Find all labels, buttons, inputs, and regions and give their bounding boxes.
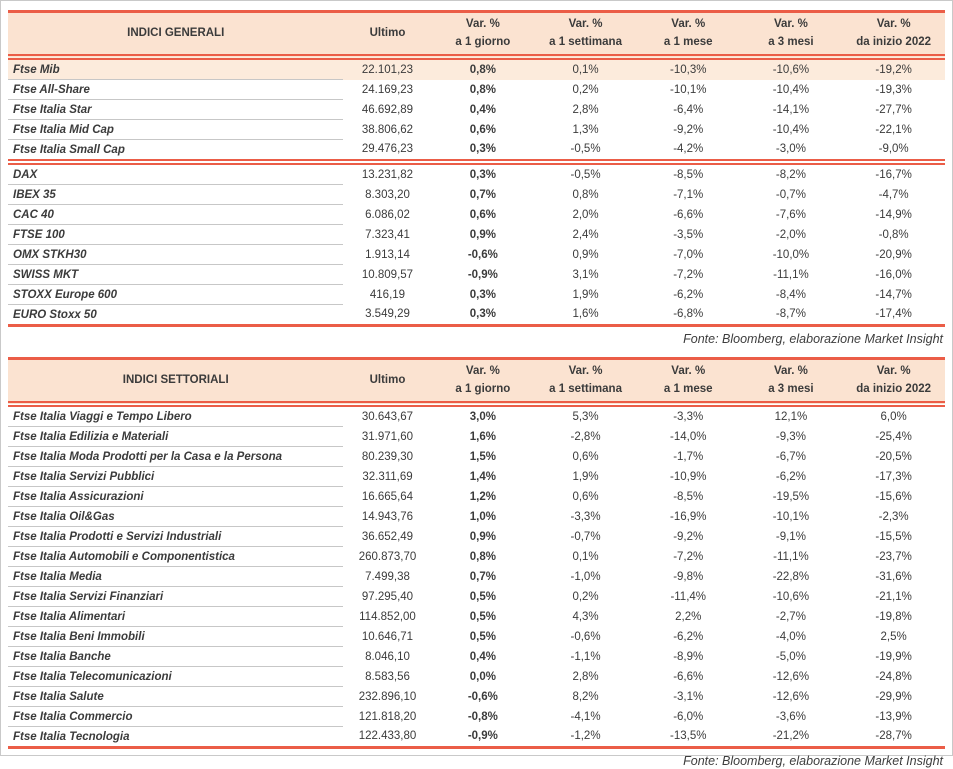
table-row	[8, 57, 945, 80]
var-value-cell: 0,3%	[469, 168, 496, 181]
header-row	[8, 12, 945, 58]
var-value-cell: -20,5%	[875, 450, 912, 463]
var-value-cell: -25,4%	[875, 430, 912, 443]
index-name-cell: Ftse Italia Servizi Pubblici	[8, 467, 343, 487]
ultimo-value-cell: 10.646,71	[361, 630, 414, 643]
var-header-line2: a 1 giorno	[455, 383, 511, 395]
ultimo-value-cell: 1.913,14	[365, 248, 410, 261]
column-header-var-ytd	[842, 12, 945, 58]
var-value-cell: 0,8%	[469, 83, 496, 96]
var-value-cell: 0,6%	[572, 450, 599, 463]
var-value-cell: 1,0%	[469, 510, 496, 523]
var-value-cell: -6,2%	[775, 470, 806, 483]
index-name-cell: Ftse Italia Alimentari	[8, 607, 343, 627]
var-value-cell: 5,3%	[572, 410, 599, 423]
var-value-cell: -6,4%	[673, 103, 704, 116]
ultimo-value-cell: 24.169,23	[361, 83, 414, 96]
column-header-var-1week	[534, 359, 637, 405]
var-value-cell: 0,8%	[469, 550, 496, 563]
var-value-cell: -6,6%	[673, 670, 704, 683]
var-value-cell: -2,8%	[570, 430, 601, 443]
var-value-cell: 1,6%	[572, 308, 599, 321]
index-name-cell: FTSE 100	[8, 225, 343, 245]
table-row	[8, 225, 945, 245]
ultimo-value-cell: 31.971,60	[361, 430, 414, 443]
var-value-cell: -4,2%	[673, 143, 704, 156]
var-value-cell: -9,8%	[673, 570, 704, 583]
table-row	[8, 527, 945, 547]
var-value-cell: 0,8%	[572, 188, 599, 201]
var-value-cell: 2,8%	[572, 103, 599, 116]
table-row	[8, 404, 945, 427]
column-header-var-3months	[740, 12, 843, 58]
var-value-cell: -4,0%	[775, 630, 806, 643]
var-value-cell: -14,9%	[875, 208, 912, 221]
ultimo-value-cell: 260.873,70	[358, 550, 417, 563]
table-row	[8, 205, 945, 225]
ultimo-value-cell: 114.852,00	[359, 610, 416, 623]
var-value-cell: -7,2%	[673, 268, 704, 281]
var-header-line1: Var. %	[773, 365, 808, 377]
var-value-cell: -12,6%	[772, 690, 810, 703]
var-value-cell: -21,1%	[875, 590, 912, 603]
var-value-cell: -19,2%	[875, 63, 912, 76]
var-value-cell: 0,3%	[469, 308, 496, 321]
var-header-line2: a 3 mesi	[768, 383, 814, 395]
var-header-line1: Var. %	[568, 365, 603, 377]
column-header-ultimo: Ultimo	[369, 374, 406, 386]
var-header-line2: a 1 mese	[663, 383, 713, 395]
var-value-cell: 12,1%	[774, 410, 808, 423]
column-header-var-1day	[432, 12, 535, 58]
var-value-cell: -9,0%	[878, 143, 909, 156]
ultimo-value-cell: 3.549,29	[365, 308, 410, 321]
var-value-cell: -3,3%	[570, 510, 601, 523]
index-name-cell: Ftse Italia Banche	[8, 647, 343, 667]
table-row	[8, 607, 945, 627]
index-name-cell: Ftse Italia Salute	[8, 687, 343, 707]
ultimo-value-cell: 97.295,40	[361, 590, 414, 603]
var-value-cell: -8,5%	[673, 168, 704, 181]
ultimo-value-cell: 46.692,89	[361, 103, 414, 116]
index-name-cell: EURO Stoxx 50	[8, 305, 343, 326]
index-name-cell: Ftse Italia Star	[8, 100, 343, 120]
index-name-cell: STOXX Europe 600	[8, 285, 343, 305]
table-row	[8, 627, 945, 647]
index-name-cell: IBEX 35	[8, 185, 343, 205]
var-value-cell: -5,0%	[775, 650, 806, 663]
var-value-cell: 0,7%	[469, 188, 496, 201]
var-value-cell: 1,9%	[572, 288, 599, 301]
table-row	[8, 80, 945, 100]
var-value-cell: -7,1%	[673, 188, 704, 201]
var-value-cell: -16,9%	[670, 510, 707, 523]
ultimo-value-cell: 36.652,49	[361, 530, 414, 543]
table-row	[8, 285, 945, 305]
var-value-cell: -4,1%	[570, 710, 601, 723]
table-row	[8, 667, 945, 687]
column-header-var-1month	[637, 359, 740, 405]
ultimo-value-cell: 30.643,67	[361, 410, 414, 423]
ultimo-value-cell: 13.231,82	[361, 168, 414, 181]
var-header-line1: Var. %	[876, 365, 911, 377]
var-value-cell: 1,2%	[469, 490, 496, 503]
var-value-cell: -7,2%	[673, 550, 704, 563]
var-value-cell: 0,4%	[469, 103, 496, 116]
table-row	[8, 245, 945, 265]
var-value-cell: -9,3%	[775, 430, 806, 443]
var-value-cell: -2,7%	[775, 610, 806, 623]
index-name-cell: Ftse Italia Servizi Finanziari	[8, 587, 343, 607]
var-value-cell: 0,2%	[572, 590, 599, 603]
ultimo-value-cell: 232.896,10	[358, 690, 417, 703]
var-value-cell: 0,5%	[469, 630, 496, 643]
column-header-var-3months	[740, 359, 843, 405]
index-name-cell: CAC 40	[8, 205, 343, 225]
var-value-cell: -10,3%	[670, 63, 707, 76]
var-value-cell: -4,7%	[878, 188, 909, 201]
table-row	[8, 567, 945, 587]
var-value-cell: -6,2%	[673, 288, 704, 301]
var-header-line1: Var. %	[568, 18, 603, 30]
sector-indices-block	[8, 357, 945, 769]
var-value-cell: 0,6%	[572, 490, 599, 503]
var-value-cell: -13,9%	[875, 710, 912, 723]
ultimo-value-cell: 16.665,64	[361, 490, 414, 503]
var-value-cell: -6,8%	[673, 308, 704, 321]
var-value-cell: 2,0%	[572, 208, 599, 221]
index-name-cell: Ftse Italia Telecomunicazioni	[8, 667, 343, 687]
ultimo-value-cell: 416,19	[369, 288, 406, 301]
var-value-cell: 1,4%	[469, 470, 496, 483]
var-value-cell: -8,7%	[775, 308, 806, 321]
var-value-cell: -29,9%	[875, 690, 912, 703]
var-value-cell: 1,9%	[572, 470, 599, 483]
var-value-cell: -0,8%	[467, 710, 498, 723]
var-value-cell: -0,5%	[570, 143, 601, 156]
var-value-cell: -28,7%	[875, 730, 912, 743]
var-value-cell: -11,1%	[773, 268, 809, 281]
source-note: Fonte: Bloomberg, elaborazione Market Insight	[683, 754, 943, 768]
ultimo-value-cell: 8.303,20	[365, 188, 410, 201]
var-value-cell: -19,9%	[875, 650, 912, 663]
var-value-cell: -22,8%	[772, 570, 810, 583]
var-value-cell: -19,5%	[772, 490, 810, 503]
var-value-cell: -10,1%	[772, 510, 810, 523]
var-value-cell: -19,8%	[875, 610, 912, 623]
var-value-cell: -14,7%	[875, 288, 912, 301]
var-value-cell: -10,0%	[772, 248, 810, 261]
var-value-cell: -15,6%	[875, 490, 912, 503]
var-value-cell: 0,8%	[469, 63, 496, 76]
index-name-cell: DAX	[8, 162, 343, 185]
var-header-line1: Var. %	[671, 18, 706, 30]
var-value-cell: -0,5%	[570, 168, 601, 181]
var-value-cell: -3,3%	[673, 410, 704, 423]
table-title: INDICI SETTORIALI	[122, 374, 229, 386]
table-title: INDICI GENERALI	[127, 27, 225, 39]
ultimo-value-cell: 8.583,56	[365, 670, 410, 683]
ultimo-value-cell: 80.239,30	[361, 450, 414, 463]
var-value-cell: 1,5%	[469, 450, 496, 463]
var-header-line2: a 1 settimana	[549, 36, 622, 48]
index-name-cell: Ftse Italia Small Cap	[8, 140, 343, 163]
ultimo-value-cell: 29.476,23	[361, 143, 414, 156]
var-value-cell: -10,9%	[670, 470, 707, 483]
var-value-cell: -3,5%	[673, 228, 704, 241]
var-value-cell: -14,0%	[670, 430, 707, 443]
index-name-cell: Ftse All-Share	[8, 80, 343, 100]
ultimo-value-cell: 6.086,02	[365, 208, 410, 221]
index-name-cell: OMX STKH30	[8, 245, 343, 265]
var-value-cell: 0,1%	[572, 550, 599, 563]
var-value-cell: -3,6%	[775, 710, 806, 723]
var-value-cell: -24,8%	[875, 670, 912, 683]
var-header-line1: Var. %	[465, 18, 500, 30]
index-name-cell: Ftse Italia Oil&Gas	[8, 507, 343, 527]
index-name-cell: Ftse Italia Edilizia e Materiali	[8, 427, 343, 447]
var-value-cell: 6,0%	[880, 410, 907, 423]
var-header-line1: Var. %	[773, 18, 808, 30]
var-value-cell: -1,7%	[673, 450, 704, 463]
var-value-cell: -1,1%	[570, 650, 601, 663]
table-row	[8, 265, 945, 285]
column-header-var-1week	[534, 12, 637, 58]
var-value-cell: -12,6%	[772, 670, 810, 683]
ultimo-value-cell: 7.499,38	[365, 570, 410, 583]
ultimo-value-cell: 22.101,23	[361, 63, 414, 76]
var-value-cell: 0,5%	[469, 590, 496, 603]
index-name-cell: Ftse Italia Mid Cap	[8, 120, 343, 140]
sector-indices-table	[8, 357, 945, 749]
var-value-cell: -0,9%	[467, 268, 498, 281]
var-value-cell: -31,6%	[875, 570, 912, 583]
var-value-cell: 1,6%	[469, 430, 496, 443]
var-value-cell: 0,3%	[469, 288, 496, 301]
var-value-cell: 0,6%	[469, 208, 496, 221]
index-name-cell: Ftse Italia Media	[8, 567, 343, 587]
table-row	[8, 707, 945, 727]
var-value-cell: -0,9%	[467, 730, 498, 743]
var-value-cell: -8,2%	[775, 168, 806, 181]
var-value-cell: -8,9%	[673, 650, 704, 663]
var-value-cell: -0,6%	[570, 630, 601, 643]
var-value-cell: 0,6%	[469, 123, 496, 136]
var-header-line2: a 1 mese	[663, 36, 713, 48]
var-value-cell: -1,2%	[570, 730, 601, 743]
index-name-cell: Ftse Italia Beni Immobili	[8, 627, 343, 647]
var-value-cell: -0,6%	[467, 690, 498, 703]
ultimo-value-cell: 122.433,80	[358, 730, 417, 743]
var-value-cell: -16,0%	[875, 268, 912, 281]
var-value-cell: -8,5%	[673, 490, 704, 503]
var-value-cell: -2,0%	[775, 228, 806, 241]
var-header-line1: Var. %	[465, 365, 500, 377]
table-row	[8, 547, 945, 567]
ultimo-value-cell: 8.046,10	[365, 650, 410, 663]
var-value-cell: -3,0%	[775, 143, 806, 156]
index-name-cell: Ftse Italia Automobili e Componentistica	[8, 547, 343, 567]
var-header-line2: da inizio 2022	[856, 36, 932, 48]
var-value-cell: -19,3%	[875, 83, 912, 96]
var-value-cell: -10,6%	[772, 590, 810, 603]
var-value-cell: -23,7%	[875, 550, 912, 563]
var-value-cell: 1,3%	[572, 123, 599, 136]
ultimo-value-cell: 121.818,20	[358, 710, 417, 723]
var-value-cell: -11,1%	[773, 550, 809, 563]
var-value-cell: -9,2%	[673, 530, 704, 543]
table-row	[8, 140, 945, 163]
column-header-ultimo: Ultimo	[369, 27, 406, 39]
table-row	[8, 727, 945, 748]
ultimo-value-cell: 32.311,69	[362, 470, 413, 483]
var-value-cell: -17,3%	[875, 470, 912, 483]
table-row	[8, 100, 945, 120]
table-row	[8, 447, 945, 467]
var-header-line1: Var. %	[671, 365, 706, 377]
column-header-var-1month	[637, 12, 740, 58]
table-row	[8, 587, 945, 607]
ultimo-value-cell: 7.323,41	[365, 228, 410, 241]
var-value-cell: -3,1%	[673, 690, 704, 703]
var-value-cell: 0,1%	[572, 63, 599, 76]
var-value-cell: -6,6%	[673, 208, 704, 221]
var-value-cell: -0,7%	[570, 530, 601, 543]
var-value-cell: 2,4%	[572, 228, 599, 241]
var-value-cell: -6,7%	[775, 450, 806, 463]
index-name-cell: Ftse Italia Tecnologia	[8, 727, 343, 748]
var-value-cell: 0,7%	[469, 570, 496, 583]
column-header-var-1day	[432, 359, 535, 405]
var-value-cell: -10,4%	[772, 83, 810, 96]
var-value-cell: -0,7%	[775, 188, 806, 201]
general-indices-block	[8, 10, 945, 347]
table-row	[8, 467, 945, 487]
column-header-var-ytd	[842, 359, 945, 405]
var-value-cell: -16,7%	[875, 168, 912, 181]
index-name-cell: SWISS MKT	[8, 265, 343, 285]
index-name-cell: Ftse Italia Viaggi e Tempo Libero	[8, 404, 343, 427]
var-header-line1: Var. %	[876, 18, 911, 30]
ultimo-value-cell: 10.809,57	[361, 268, 414, 281]
index-name-cell: Ftse Italia Commercio	[8, 707, 343, 727]
var-header-line2: da inizio 2022	[856, 383, 932, 395]
var-value-cell: -11,4%	[670, 590, 707, 603]
var-value-cell: 0,2%	[572, 83, 599, 96]
var-value-cell: -22,1%	[875, 123, 912, 136]
var-value-cell: 4,3%	[572, 610, 599, 623]
var-value-cell: -10,4%	[772, 123, 810, 136]
var-value-cell: -9,1%	[775, 530, 806, 543]
var-value-cell: -27,7%	[875, 103, 912, 116]
var-value-cell: -0,8%	[878, 228, 909, 241]
var-value-cell: -1,0%	[570, 570, 601, 583]
var-value-cell: 2,2%	[675, 610, 702, 623]
var-value-cell: 2,5%	[880, 630, 907, 643]
var-value-cell: -7,0%	[673, 248, 704, 261]
var-value-cell: -8,4%	[775, 288, 806, 301]
table-row	[8, 507, 945, 527]
var-value-cell: 2,8%	[572, 670, 599, 683]
index-name-cell: Ftse Italia Assicurazioni	[8, 487, 343, 507]
table-row	[8, 487, 945, 507]
var-header-line2: a 1 settimana	[549, 383, 622, 395]
var-header-line2: a 1 giorno	[455, 36, 511, 48]
var-value-cell: 8,2%	[572, 690, 599, 703]
table-row	[8, 305, 945, 326]
index-name-cell: Ftse Italia Moda Prodotti per la Casa e la Persona	[8, 447, 343, 467]
var-value-cell: -9,2%	[673, 123, 704, 136]
index-name-cell: Ftse Italia Prodotti e Servizi Industriali	[8, 527, 343, 547]
var-value-cell: 0,9%	[469, 228, 496, 241]
var-value-cell: -0,6%	[467, 248, 498, 261]
table-row	[8, 185, 945, 205]
var-value-cell: -7,6%	[775, 208, 806, 221]
var-value-cell: 0,3%	[469, 143, 496, 156]
table-row	[8, 687, 945, 707]
general-indices-table	[8, 10, 945, 327]
table-row	[8, 162, 945, 185]
var-value-cell: -13,5%	[670, 730, 707, 743]
var-value-cell: 0,9%	[572, 248, 599, 261]
var-value-cell: -10,1%	[670, 83, 707, 96]
var-value-cell: -14,1%	[772, 103, 810, 116]
var-value-cell: -10,6%	[772, 63, 810, 76]
table-row	[8, 647, 945, 667]
var-header-line2: a 3 mesi	[768, 36, 814, 48]
var-value-cell: 0,5%	[469, 610, 496, 623]
source-note: Fonte: Bloomberg, elaborazione Market Insight	[683, 332, 943, 346]
var-value-cell: 0,4%	[469, 650, 496, 663]
table-row	[8, 427, 945, 447]
var-value-cell: 0,0%	[469, 670, 496, 683]
var-value-cell: -6,0%	[673, 710, 704, 723]
table-row	[8, 120, 945, 140]
var-value-cell: 0,9%	[469, 530, 496, 543]
var-value-cell: -15,5%	[875, 530, 912, 543]
ultimo-value-cell: 14.943,76	[361, 510, 414, 523]
var-value-cell: -6,2%	[673, 630, 704, 643]
var-value-cell: -21,2%	[772, 730, 810, 743]
header-row	[8, 359, 945, 405]
var-value-cell: 3,0%	[469, 410, 496, 423]
index-name-cell: Ftse Mib	[8, 57, 343, 80]
var-value-cell: -20,9%	[875, 248, 912, 261]
ultimo-value-cell: 38.806,62	[361, 123, 414, 136]
var-value-cell: -17,4%	[875, 308, 912, 321]
var-value-cell: -2,3%	[878, 510, 909, 523]
var-value-cell: 3,1%	[572, 268, 599, 281]
